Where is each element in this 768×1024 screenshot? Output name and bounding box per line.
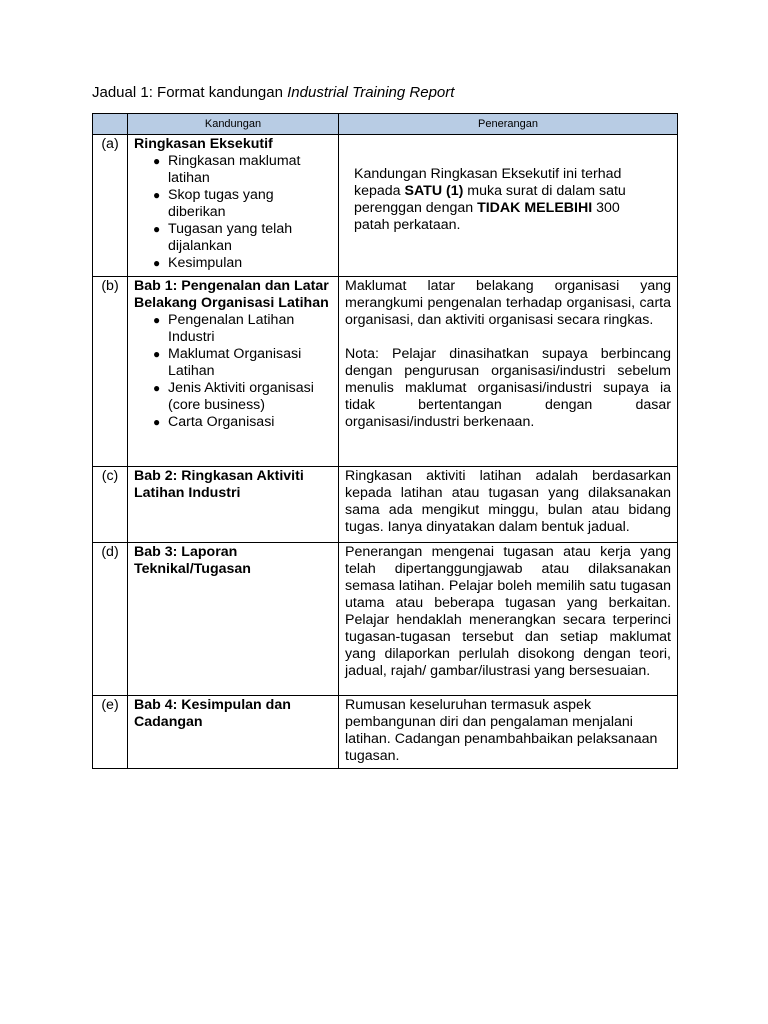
row-title: Ringkasan Eksekutif bbox=[134, 136, 273, 152]
report-format-table bbox=[92, 113, 678, 769]
row-content bbox=[128, 135, 339, 277]
row-label: (d) bbox=[93, 543, 128, 696]
table-caption bbox=[92, 84, 454, 101]
caption-prefix: Jadual 1: Format kandungan bbox=[92, 84, 288, 101]
table-row bbox=[93, 135, 678, 277]
row-label: (a) bbox=[93, 135, 128, 277]
list-item: ● Kesimpulan bbox=[153, 255, 332, 272]
row-description: Ringkasan aktiviti latihan adalah berdasarkan kepada latihan atau tugasan yang dilaksanakan sama ada mengikut minggu, bulan atau bidang tugas. Ianya dinyatakan dalam bentuk jadual. bbox=[339, 467, 678, 543]
row-content bbox=[128, 277, 339, 467]
row-description bbox=[339, 277, 678, 467]
bullet-list bbox=[134, 312, 332, 431]
header-kandungan: Kandungan bbox=[128, 114, 339, 135]
desc-bold-text: TIDAK MELEBIHI bbox=[477, 200, 593, 216]
list-item: ● Skop tugas yang diberikan bbox=[153, 187, 332, 221]
table-header-row bbox=[93, 114, 678, 135]
list-item: ● Jenis Aktiviti organisasi (core business) bbox=[153, 380, 332, 414]
header-blank bbox=[93, 114, 128, 135]
row-title: Bab 2: Ringkasan Aktiviti Latihan Industri bbox=[134, 468, 304, 501]
paragraph-gap bbox=[345, 329, 671, 346]
row-description: Rumusan keseluruhan termasuk aspek pembangunan diri dan pengalaman menjalani latihan. Cadangan penambahbaikan pelaksanaan tugasan. bbox=[339, 696, 678, 769]
row-description: Penerangan mengenai tugasan atau kerja yang telah dipertanggungjawab atau dilaksanakan semasa latihan. Pelajar boleh memilih satu tugasan utama atau beberapa tugasan yang berkaitan. Pelajar hendaklah menerangkan secara terperinci tugasan-tugasan tersebut dan setiap maklumat yang dilaporkan perlulah disokong dengan teori, jadual, rajah/ gambar/ilustrasi yang bersesuaian. bbox=[339, 543, 678, 696]
list-item: ● Tugasan yang telah dijalankan bbox=[153, 221, 332, 255]
row-label: (e) bbox=[93, 696, 128, 769]
row-title: Bab 1: Pengenalan dan Latar Belakang Organisasi Latihan bbox=[134, 278, 329, 311]
list-item: ● Maklumat Organisasi Latihan bbox=[153, 346, 332, 380]
row-label: (c) bbox=[93, 467, 128, 543]
row-title: Bab 3: Laporan Teknikal/Tugasan bbox=[134, 544, 251, 577]
row-content bbox=[128, 543, 339, 696]
table-row bbox=[93, 696, 678, 769]
row-label: (b) bbox=[93, 277, 128, 467]
list-item: ● Pengenalan Latihan Industri bbox=[153, 312, 332, 346]
header-penerangan: Penerangan bbox=[339, 114, 678, 135]
desc-text: 300 patah perkataan. bbox=[354, 200, 620, 233]
list-item: ● Ringkasan maklumat latihan bbox=[153, 153, 332, 187]
row-content bbox=[128, 467, 339, 543]
table-row bbox=[93, 543, 678, 696]
caption-italic-title: Industrial Training Report bbox=[287, 84, 455, 101]
table-row bbox=[93, 467, 678, 543]
desc-note: Nota: Pelajar dinasihatkan supaya berbincang dengan pengurusan organisasi/industri sebelum menulis maklumat organisasi/industri supaya ia tidak bertentangan dengan dasar organisasi/industri berkenaan. bbox=[345, 346, 671, 430]
table-row bbox=[93, 277, 678, 467]
row-content bbox=[128, 696, 339, 769]
desc-text: muka surat di dalam satu perenggan dengan bbox=[354, 183, 626, 216]
desc-bold-text: SATU (1) bbox=[404, 183, 464, 199]
desc-text: Kandungan Ringkasan Eksekutif ini terhad kepada bbox=[354, 166, 622, 199]
list-item: ● Carta Organisasi bbox=[153, 414, 332, 431]
bullet-list bbox=[134, 153, 332, 272]
row-title: Bab 4: Kesimpulan dan Cadangan bbox=[134, 697, 291, 730]
row-description bbox=[339, 135, 678, 277]
desc-paragraph: Maklumat latar belakang organisasi yang merangkumi pengenalan terhadap organisasi, carta organisasi, dan aktiviti organisasi secara ringkas. bbox=[345, 278, 671, 328]
